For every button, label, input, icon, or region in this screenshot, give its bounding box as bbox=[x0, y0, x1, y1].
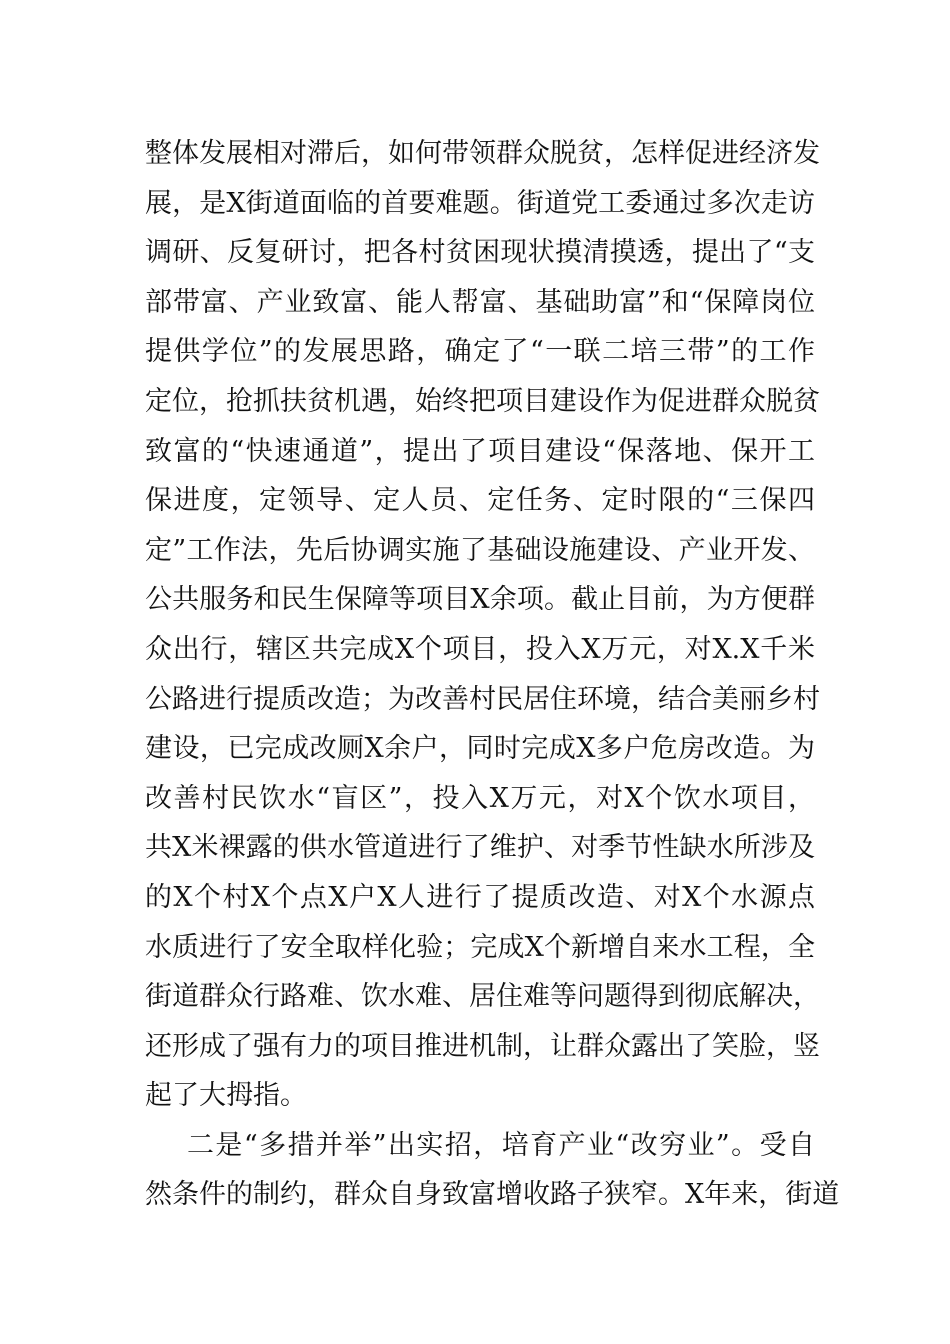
paragraph-1 bbox=[145, 129, 820, 1121]
text-line: 部带富、产业致富、能人帮富、基础助富”和“保障岗位 bbox=[145, 286, 815, 318]
text-line: 公共服务和民生保障等项目X余项。截止目前，为方便群 bbox=[145, 584, 815, 616]
text-line: 的X个村X个点X户X人进行了提质改造、对X个水源点 bbox=[145, 881, 815, 913]
text-line: 定位，抢抓扶贫机遇，始终把项目建设作为促进群众脱贫 bbox=[145, 385, 820, 417]
text-line: 然条件的制约，群众自身致富增收路子狭窄。X年来，街道 bbox=[145, 1179, 840, 1211]
paragraph-2 bbox=[145, 1121, 840, 1220]
text-line: 众出行，辖区共完成X个项目，投入X万元，对X.X千米 bbox=[145, 633, 815, 665]
text-line: 提供学位”的发展思路，确定了“一联二培三带”的工作 bbox=[145, 336, 815, 368]
text-line: 公路进行提质改造；为改善村民居住环境，结合美丽乡村 bbox=[145, 683, 820, 715]
text-line: 调研、反复研讨，把各村贫困现状摸清摸透，提出了“支 bbox=[145, 237, 815, 269]
text-line: 建设，已完成改厕X余户，同时完成X多户危房改造。为 bbox=[145, 733, 815, 765]
text-line: 展，是X街道面临的首要难题。街道党工委通过多次走访 bbox=[145, 187, 815, 219]
text-line: 共X米裸露的供水管道进行了维护、对季节性缺水所涉及 bbox=[145, 832, 815, 864]
text-line: 整体发展相对滞后，如何带领群众脱贫，怎样促进经济发 bbox=[145, 138, 820, 169]
body-text bbox=[145, 129, 840, 1220]
text-line: 起了大拇指。 bbox=[145, 1080, 307, 1112]
text-line: 改善村民饮水“盲区”，投入X万元，对X个饮水项目， bbox=[145, 782, 815, 814]
text-line: 定”工作法，先后协调实施了基础设施建设、产业开发、 bbox=[145, 534, 815, 566]
text-line: 街道群众行路难、饮水难、居住难等问题得到彻底解决， bbox=[145, 981, 820, 1013]
text-line: 保进度，定领导、定人员、定任务、定时限的“三保四 bbox=[145, 485, 815, 517]
text-line: 还形成了强有力的项目推进机制，让群众露出了笑脸，竖 bbox=[145, 1030, 820, 1062]
text-line: 水质进行了安全取样化验；完成X个新增自来水工程，全 bbox=[145, 931, 815, 963]
text-line: 致富的“快速通道”，提出了项目建设“保落地、保开工 bbox=[145, 435, 815, 467]
text-line: 二是“多措并举”出实招，培育产业“改穷业”。受自 bbox=[187, 1129, 815, 1161]
